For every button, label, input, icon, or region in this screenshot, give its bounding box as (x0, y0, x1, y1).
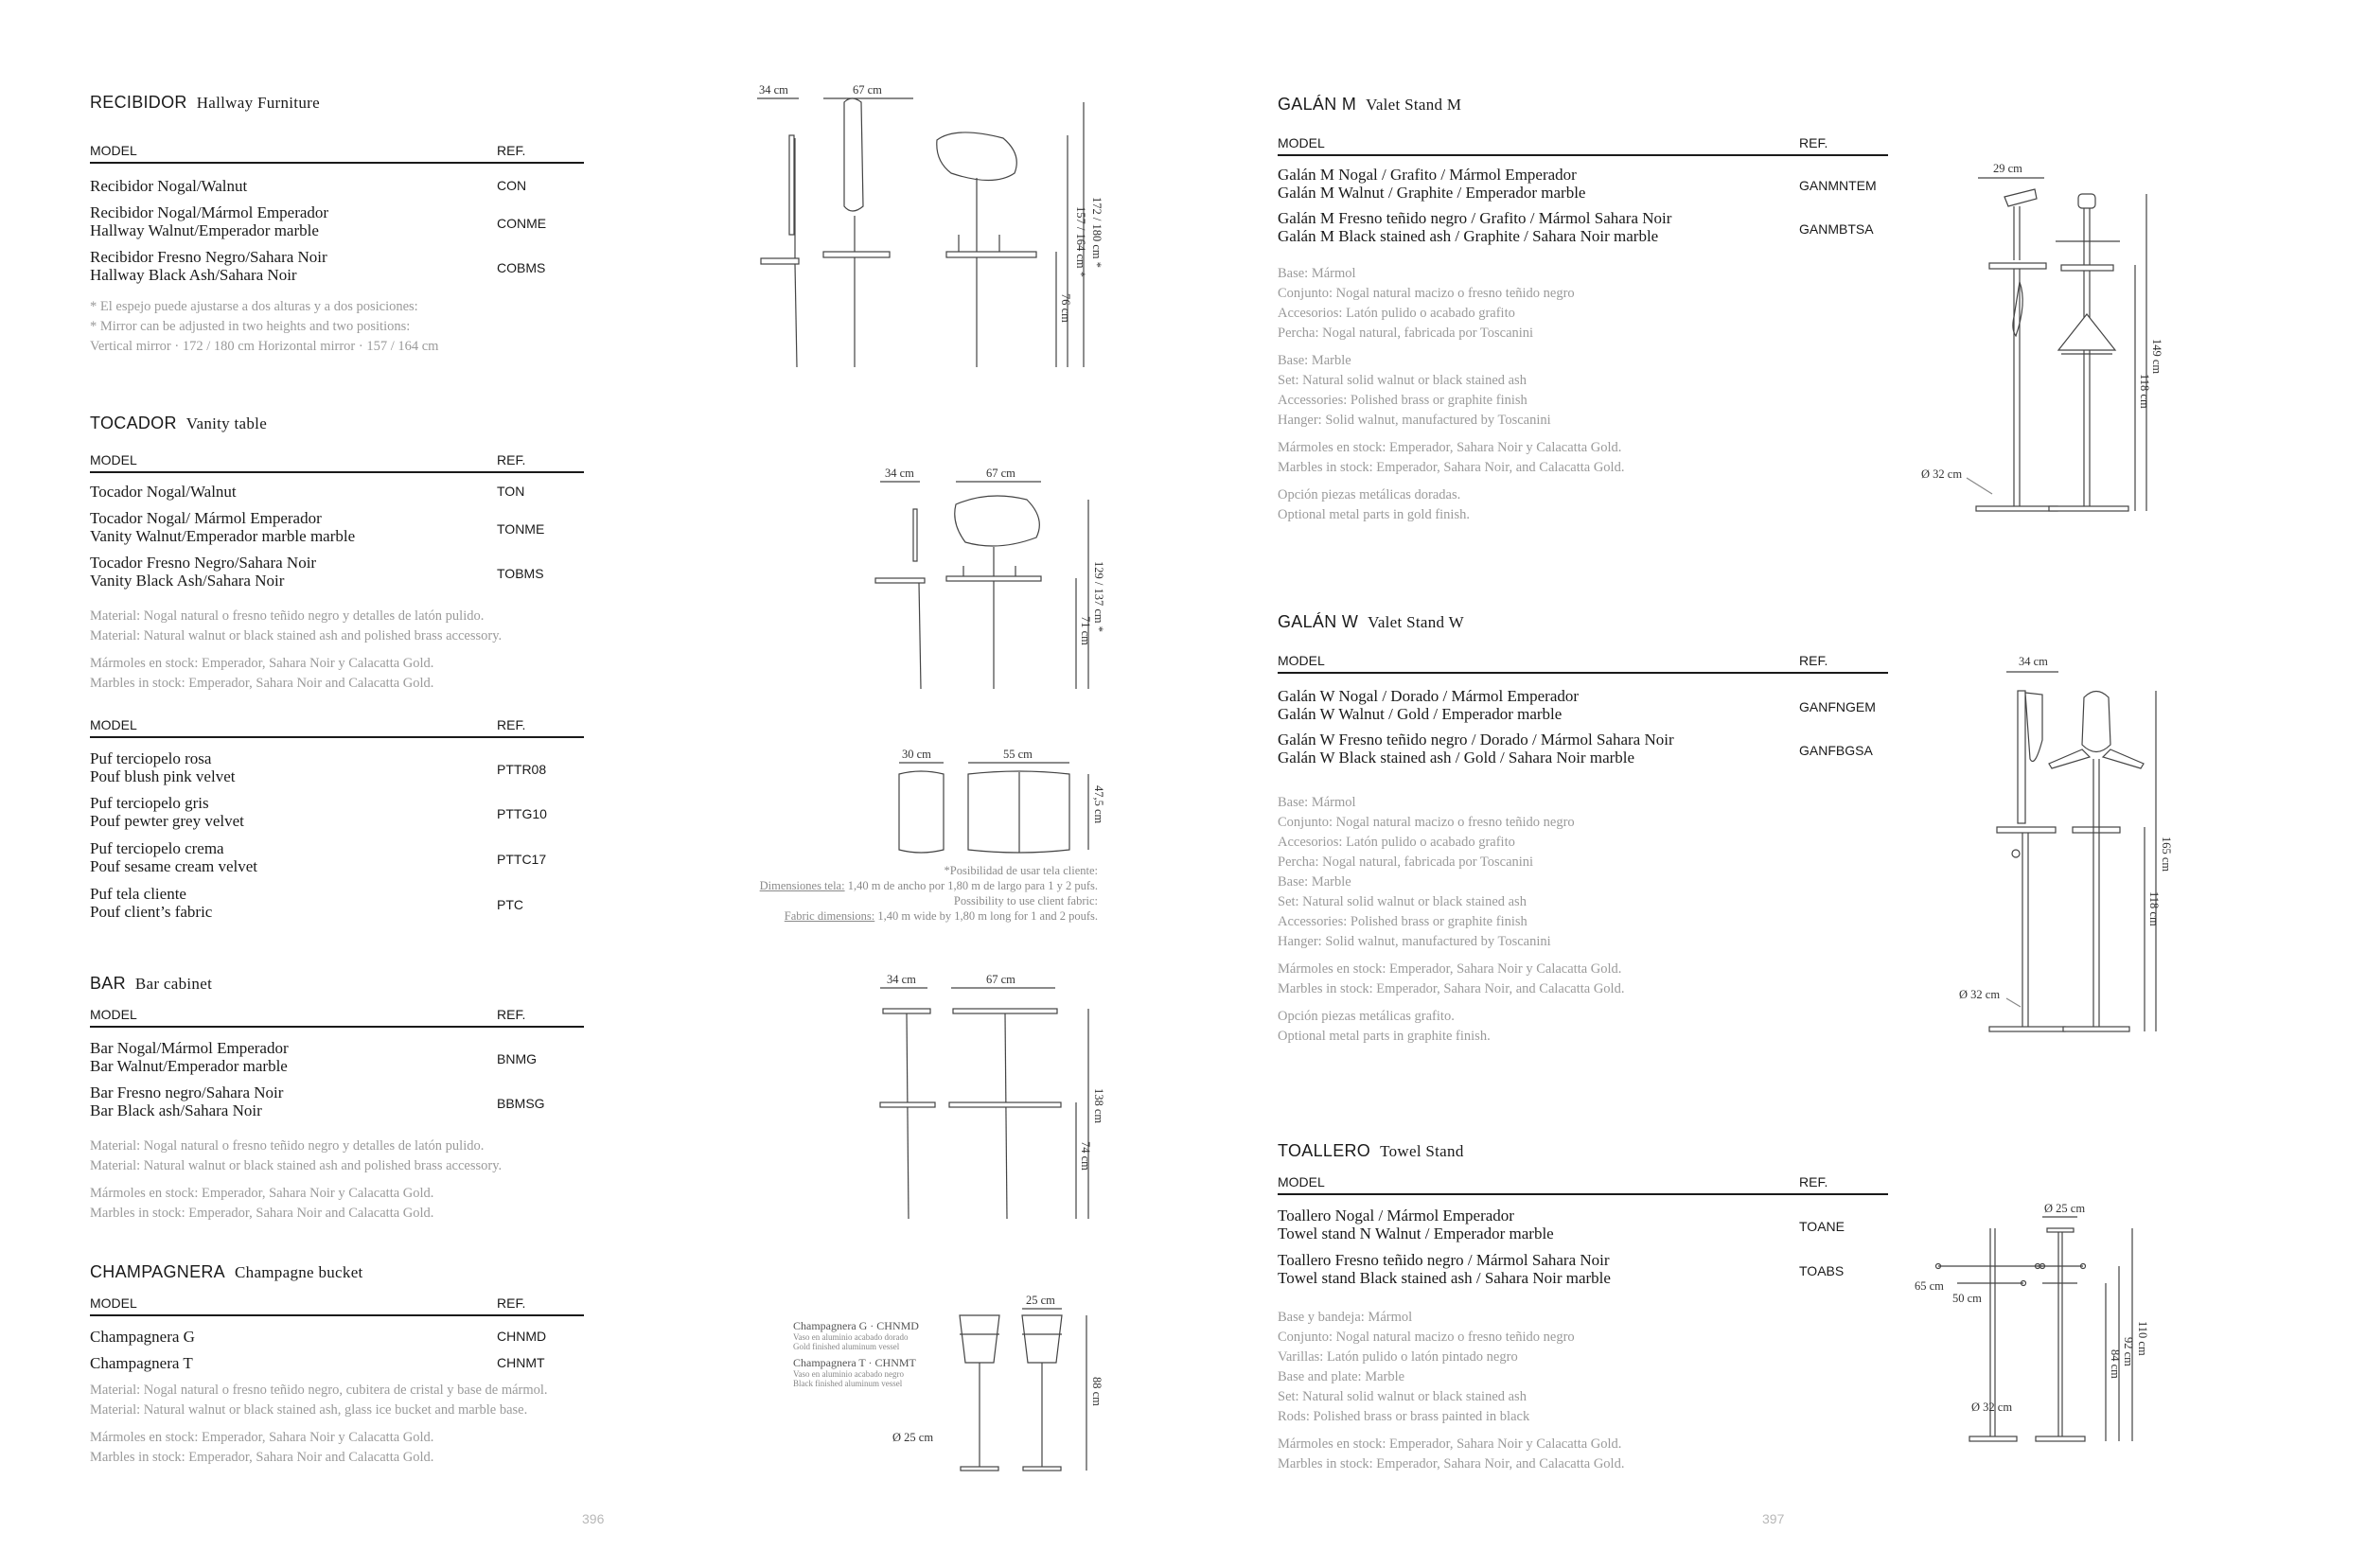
table-row (1278, 731, 1888, 793)
table-row (90, 509, 584, 554)
note: Base y bandeja: Mármol (1278, 1310, 1413, 1325)
table-row (90, 1328, 584, 1354)
row-name: Toallero Fresno teñido negro / Mármol Sahara Noir (1278, 1251, 1610, 1269)
dim-arm: 65 cm (1915, 1279, 1944, 1293)
dim-width: 67 cm (986, 467, 1015, 480)
dim-depth: 30 cm (902, 748, 931, 761)
column-model: MODEL (90, 717, 137, 732)
caption-sub: Black finished aluminum vessel (793, 1379, 903, 1388)
note: Varillas: Latón pulido o latón pintado negro (1278, 1349, 1518, 1365)
model-table (90, 450, 584, 607)
row-name: Galán M Nogal / Grafito / Mármol Emperador (1278, 166, 1577, 184)
table-row (90, 885, 584, 930)
section-subtitle: Valet Stand W (1368, 613, 1464, 631)
galan-w-drawing (1959, 655, 2177, 1043)
table-row (1278, 1251, 1888, 1308)
column-model: MODEL (90, 1007, 137, 1022)
row-ref: PTTG10 (497, 806, 547, 821)
section-name: TOCADOR (90, 414, 177, 432)
row-ref: BNMG (497, 1051, 537, 1066)
section-title (90, 974, 587, 994)
bar-section (90, 974, 587, 1224)
row-ref: CHNMD (497, 1329, 547, 1344)
dim-total: 129 / 137 cm * (1092, 561, 1105, 632)
column-ref: REF. (497, 143, 526, 158)
table-row (90, 1354, 584, 1381)
note: Set: Natural solid walnut or black stained ash (1278, 1389, 1527, 1404)
table-header (1278, 1172, 1888, 1195)
caption-sub: Vaso en aluminio acabado negro (793, 1369, 904, 1379)
dim-depth: 34 cm (885, 467, 914, 480)
row-name: Puf terciopelo rosa (90, 749, 212, 767)
section-title (90, 93, 587, 113)
dim-h2: 92 cm (2122, 1337, 2135, 1366)
model-table (1278, 133, 1888, 264)
note: Marbles in stock: Emperador, Sahara Noir, and Calacatta Gold. (1278, 1456, 1625, 1471)
column-ref: REF. (497, 452, 526, 467)
dim-base: Ø 25 cm (892, 1431, 934, 1444)
table-header (90, 715, 584, 738)
row-name-en: Towel stand Black stained ash / Sahara Noir marble (1278, 1269, 1611, 1287)
note: Material: Natural walnut or black stained ash and polished brass accessory. (90, 1158, 503, 1173)
table-row (90, 1084, 584, 1136)
row-ref: CON (497, 178, 527, 193)
note: Base and plate: Marble (1278, 1369, 1405, 1384)
column-model: MODEL (90, 452, 137, 467)
tocador-section (90, 414, 587, 694)
caption-sub: Gold finished aluminum vessel (793, 1342, 900, 1351)
note: Vertical mirror · 172 / 180 cm Horizontal mirror · 157 / 164 cm (90, 339, 439, 354)
dim-depth: 34 cm (887, 973, 916, 986)
column-model: MODEL (1278, 135, 1325, 150)
dim-rod: 50 cm (1952, 1292, 1982, 1305)
row-ref: TOABS (1799, 1263, 1845, 1278)
section-subtitle: Hallway Furniture (196, 94, 320, 112)
toallero-section (1278, 1141, 1864, 1474)
dim-shelf: 74 cm (1079, 1141, 1092, 1171)
puf-drawing (894, 748, 1103, 861)
row-name-en: Hallway Black Ash/Sahara Noir (90, 266, 297, 284)
row-ref: CHNMT (497, 1355, 545, 1370)
dim-total: 149 cm (2150, 339, 2163, 375)
note: Rods: Polished brass or brass painted in black (1278, 1409, 1530, 1424)
table-row (90, 554, 584, 607)
model-table (90, 141, 584, 297)
row-name: Tocador Fresno Negro/Sahara Noir (90, 554, 317, 572)
note: Material: Nogal natural o fresno teñido negro, cubitera de cristal y base de mármol. (90, 1383, 548, 1398)
fabric-text: 1,40 m de ancho por 1,80 m de largo para 1 y 2 pufs. (844, 879, 1098, 892)
table-header (90, 450, 584, 473)
row-name-en: Towel stand N Walnut / Emperador marble (1278, 1224, 1554, 1242)
model-table (1278, 651, 1888, 793)
toallero-drawing (1915, 1200, 2161, 1455)
row-name: Recibidor Nogal/Mármol Emperador (90, 203, 329, 221)
model-table (1278, 1172, 1888, 1308)
caption-title: Champagnera G · CHNMD (793, 1319, 919, 1332)
row-name: Galán W Nogal / Dorado / Mármol Emperador (1278, 687, 1580, 705)
column-model: MODEL (90, 1295, 137, 1311)
dim-total: 165 cm (2160, 837, 2173, 872)
note: Base: Marble (1278, 353, 1351, 368)
row-name: Champagnera G (90, 1328, 195, 1346)
row-name: Galán M Fresno teñido negro / Grafito / Mármol Sahara Noir (1278, 209, 1672, 227)
table-row (1278, 1207, 1888, 1251)
row-ref: GANMNTEM (1799, 178, 1877, 193)
column-ref: REF. (497, 717, 526, 732)
note: Mármoles en stock: Emperador, Sahara Noir y Calacatta Gold. (1278, 1436, 1622, 1452)
dim-horizontal: 157 / 164 cm * (1074, 206, 1087, 277)
model-table (90, 715, 584, 930)
bar-drawing (875, 973, 1121, 1228)
section-subtitle: Valet Stand M (1366, 96, 1462, 114)
row-name: Toallero Nogal / Mármol Emperador (1278, 1207, 1514, 1224)
row-name-en: Galán W Walnut / Gold / Emperador marble (1278, 705, 1563, 723)
note: Set: Natural solid walnut or black stained ash (1278, 373, 1527, 388)
dim-top: 25 cm (1026, 1294, 1055, 1307)
dim-width: 55 cm (1003, 748, 1033, 761)
section-name: TOALLERO (1278, 1141, 1371, 1160)
dim-base: Ø 32 cm (1959, 988, 2001, 1001)
recibidor-drawing (757, 83, 1117, 377)
fabric-label: Dimensiones tela: (759, 879, 845, 892)
section-name: RECIBIDOR (90, 93, 187, 112)
row-ref: PTTR08 (497, 762, 547, 777)
row-name-en: Pouf pewter grey velvet (90, 812, 244, 830)
column-ref: REF. (1799, 135, 1828, 150)
section-subtitle: Bar cabinet (134, 975, 213, 993)
row-ref: BBMSG (497, 1096, 545, 1111)
dim-total: 138 cm (1092, 1088, 1105, 1124)
dim-height: 88 cm (1090, 1377, 1104, 1406)
note: * El espejo puede ajustarse a dos alturas y a dos posiciones: (90, 299, 418, 314)
tocador-drawing (875, 467, 1121, 703)
note: Base: Marble (1278, 874, 1351, 890)
row-name-en: Pouf sesame cream velvet (90, 857, 258, 875)
row-name: Recibidor Fresno Negro/Sahara Noir (90, 248, 327, 266)
row-name-en: Galán M Walnut / Graphite / Emperador marble (1278, 184, 1586, 202)
dim-tray: 118 cm (2138, 374, 2151, 409)
right-page (1183, 0, 2366, 1568)
model-table (90, 1294, 584, 1381)
note: Material: Nogal natural o fresno teñido negro y detalles de latón pulido. (90, 608, 485, 624)
dim-width: 67 cm (986, 973, 1015, 986)
column-ref: REF. (1799, 1174, 1828, 1189)
column-model: MODEL (1278, 1174, 1325, 1189)
section-name: CHAMPAGNERA (90, 1262, 225, 1281)
row-name: Recibidor Nogal/Walnut (90, 177, 248, 195)
column-model: MODEL (90, 143, 137, 158)
table-row (1278, 166, 1888, 209)
column-ref: REF. (497, 1007, 526, 1022)
note: Mármoles en stock: Emperador, Sahara Noir y Calacatta Gold. (90, 1430, 434, 1445)
note: Mármoles en stock: Emperador, Sahara Noir y Calacatta Gold. (1278, 440, 1622, 455)
section-name: GALÁN M (1278, 95, 1357, 114)
section-title (90, 414, 587, 433)
row-name-en: Bar Walnut/Emperador marble (90, 1057, 288, 1075)
table-row (1278, 209, 1888, 264)
puf-section (90, 715, 587, 930)
fabric-note (719, 863, 1098, 924)
galan-m-section (1278, 95, 1877, 525)
note: Material: Natural walnut or black stained ash, glass ice bucket and marble base. (90, 1402, 528, 1418)
row-ref: PTC (497, 897, 523, 912)
row-ref: COBMS (497, 260, 546, 275)
row-ref: GANMBTSA (1799, 221, 1874, 237)
dim-top: Ø 25 cm (2044, 1202, 2086, 1215)
section-subtitle: Champagne bucket (235, 1263, 363, 1281)
note: Marbles in stock: Emperador, Sahara Noir, and Calacatta Gold. (1278, 981, 1625, 996)
dim-width: 67 cm (853, 83, 882, 97)
row-name-en: Hallway Walnut/Emperador marble (90, 221, 319, 239)
note: Accesorios: Latón pulido o acabado grafito (1278, 835, 1515, 850)
row-name-en: Vanity Walnut/Emperador marble marble (90, 527, 356, 545)
dim-base: Ø 32 cm (1971, 1401, 2013, 1414)
dim-h1: 110 cm (2136, 1321, 2149, 1356)
note: Mármoles en stock: Emperador, Sahara Noir y Calacatta Gold. (90, 656, 434, 671)
note: Mármoles en stock: Emperador, Sahara Noir y Calacatta Gold. (1278, 961, 1622, 977)
section-name: GALÁN W (1278, 612, 1359, 631)
table-row (90, 203, 584, 248)
row-name: Puf terciopelo crema (90, 839, 224, 857)
note: Material: Natural walnut or black stained ash and polished brass accessory. (90, 628, 503, 643)
column-ref: REF. (497, 1295, 526, 1311)
note: Percha: Nogal natural, fabricada por Toscanini (1278, 854, 1534, 870)
note: Marbles in stock: Emperador, Sahara Noir and Calacatta Gold. (90, 1206, 434, 1221)
row-name: Bar Nogal/Mármol Emperador (90, 1039, 289, 1057)
row-ref: PTTC17 (497, 852, 547, 867)
row-ref: CONME (497, 216, 547, 231)
row-name-en: Galán M Black stained ash / Graphite / Sahara Noir marble (1278, 227, 1659, 245)
dim-shelf: 76 cm (1059, 293, 1072, 323)
note: Opción piezas metálicas grafito. (1278, 1009, 1455, 1024)
page-number: 397 (1762, 1511, 1785, 1526)
dim-base: Ø 32 cm (1921, 467, 1963, 481)
fabric-note-line (719, 878, 1098, 893)
note: Set: Natural solid walnut or black stained ash (1278, 894, 1527, 909)
fabric-note-line: *Posibilidad de usar tela cliente: (944, 864, 1098, 877)
note: Conjunto: Nogal natural macizo o fresno teñido negro (1278, 286, 1575, 301)
dim-vertical: 172 / 180 cm * (1090, 197, 1104, 268)
table-row (90, 483, 584, 509)
row-ref: GANFNGEM (1799, 699, 1876, 714)
note: Accesorios: Latón pulido o acabado grafito (1278, 306, 1515, 321)
dim-top: 34 cm (2019, 655, 2048, 668)
note: Percha: Nogal natural, fabricada por Toscanini (1278, 326, 1534, 341)
column-model: MODEL (1278, 653, 1325, 668)
dim-height: 47,5 cm (1092, 785, 1105, 824)
section-title (1278, 1141, 1864, 1161)
table-row (90, 177, 584, 203)
row-name: Champagnera T (90, 1354, 193, 1372)
note: Base: Mármol (1278, 266, 1356, 281)
note: * Mirror can be adjusted in two heights and two positions: (90, 319, 411, 334)
table-header (90, 141, 584, 164)
table-row (90, 749, 584, 794)
fabric-note-line (719, 908, 1098, 924)
row-name-en: Pouf blush pink velvet (90, 767, 236, 785)
row-ref: TON (497, 484, 525, 499)
dim-depth: 34 cm (759, 83, 788, 97)
caption-sub: Vaso en aluminio acabado dorado (793, 1332, 909, 1342)
table-header (90, 1005, 584, 1028)
dim-h3: 84 cm (2109, 1349, 2122, 1379)
section-subtitle: Vanity table (185, 414, 268, 432)
row-ref: TOBMS (497, 566, 544, 581)
fabric-note-line: Possibility to use client fabric: (953, 894, 1098, 907)
note: Opción piezas metálicas doradas. (1278, 487, 1461, 502)
dim-table: 71 cm (1079, 616, 1092, 645)
note: Marbles in stock: Emperador, Sahara Noir, and Calacatta Gold. (1278, 460, 1625, 475)
note: Accessories: Polished brass or graphite finish (1278, 914, 1527, 929)
table-row (90, 1039, 584, 1084)
note: Marbles in stock: Emperador, Sahara Noir and Calacatta Gold. (90, 676, 434, 691)
note: Base: Mármol (1278, 795, 1356, 810)
dim-tray: 118 cm (2147, 891, 2161, 926)
section-title (90, 1262, 658, 1282)
model-table (90, 1005, 584, 1136)
dim-top: 29 cm (1993, 162, 2022, 175)
section-title (1278, 95, 1864, 115)
recibidor-section (90, 93, 587, 357)
row-name-en: Bar Black ash/Sahara Noir (90, 1101, 262, 1119)
table-header (90, 1294, 584, 1316)
note: Optional metal parts in graphite finish. (1278, 1029, 1491, 1044)
row-name: Tocador Nogal/Walnut (90, 483, 237, 501)
champagnera-section (90, 1262, 658, 1468)
table-row (90, 794, 584, 839)
row-ref: TOANE (1799, 1219, 1845, 1234)
note: Marbles in stock: Emperador, Sahara Noir and Calacatta Gold. (90, 1450, 434, 1465)
galan-m-drawing (1921, 161, 2167, 520)
row-name: Puf tela cliente (90, 885, 186, 903)
note: Conjunto: Nogal natural macizo o fresno teñido negro (1278, 1330, 1575, 1345)
row-ref: TONME (497, 521, 545, 537)
galan-w-section (1278, 612, 1876, 1047)
note: Material: Nogal natural o fresno teñido negro y detalles de latón pulido. (90, 1138, 485, 1154)
note: Hanger: Solid walnut, manufactured by Toscanini (1278, 934, 1551, 949)
note: Mármoles en stock: Emperador, Sahara Noir y Calacatta Gold. (90, 1186, 434, 1201)
table-header (1278, 133, 1888, 156)
caption-title: Champagnera T · CHNMT (793, 1356, 916, 1369)
note: Conjunto: Nogal natural macizo o fresno teñido negro (1278, 815, 1575, 830)
table-header (1278, 651, 1888, 674)
fabric-text: 1,40 m wide by 1,80 m long for 1 and 2 poufs. (874, 909, 1098, 923)
row-name: Galán W Fresno teñido negro / Dorado / Mármol Sahara Noir (1278, 731, 1674, 749)
section-subtitle: Towel Stand (1380, 1142, 1464, 1160)
fabric-label: Fabric dimensions: (784, 909, 875, 923)
note: Hanger: Solid walnut, manufactured by Toscanini (1278, 413, 1551, 428)
table-row (90, 839, 584, 885)
row-ref: GANFBGSA (1799, 743, 1873, 758)
table-row (1278, 687, 1888, 731)
row-name-en: Pouf client’s fabric (90, 903, 213, 921)
row-name: Tocador Nogal/ Mármol Emperador (90, 509, 322, 527)
section-name: BAR (90, 974, 126, 993)
column-ref: REF. (1799, 653, 1828, 668)
section-title (1278, 612, 1864, 632)
champagnera-drawing (793, 1292, 1105, 1481)
row-name-en: Vanity Black Ash/Sahara Noir (90, 572, 285, 590)
row-name-en: Galán W Black stained ash / Gold / Sahara Noir marble (1278, 749, 1635, 766)
row-name: Bar Fresno negro/Sahara Noir (90, 1084, 284, 1101)
page-number: 396 (582, 1511, 605, 1526)
table-row (90, 248, 584, 297)
note: Accessories: Polished brass or graphite finish (1278, 393, 1527, 408)
row-name: Puf terciopelo gris (90, 794, 209, 812)
note: Optional metal parts in gold finish. (1278, 507, 1470, 522)
